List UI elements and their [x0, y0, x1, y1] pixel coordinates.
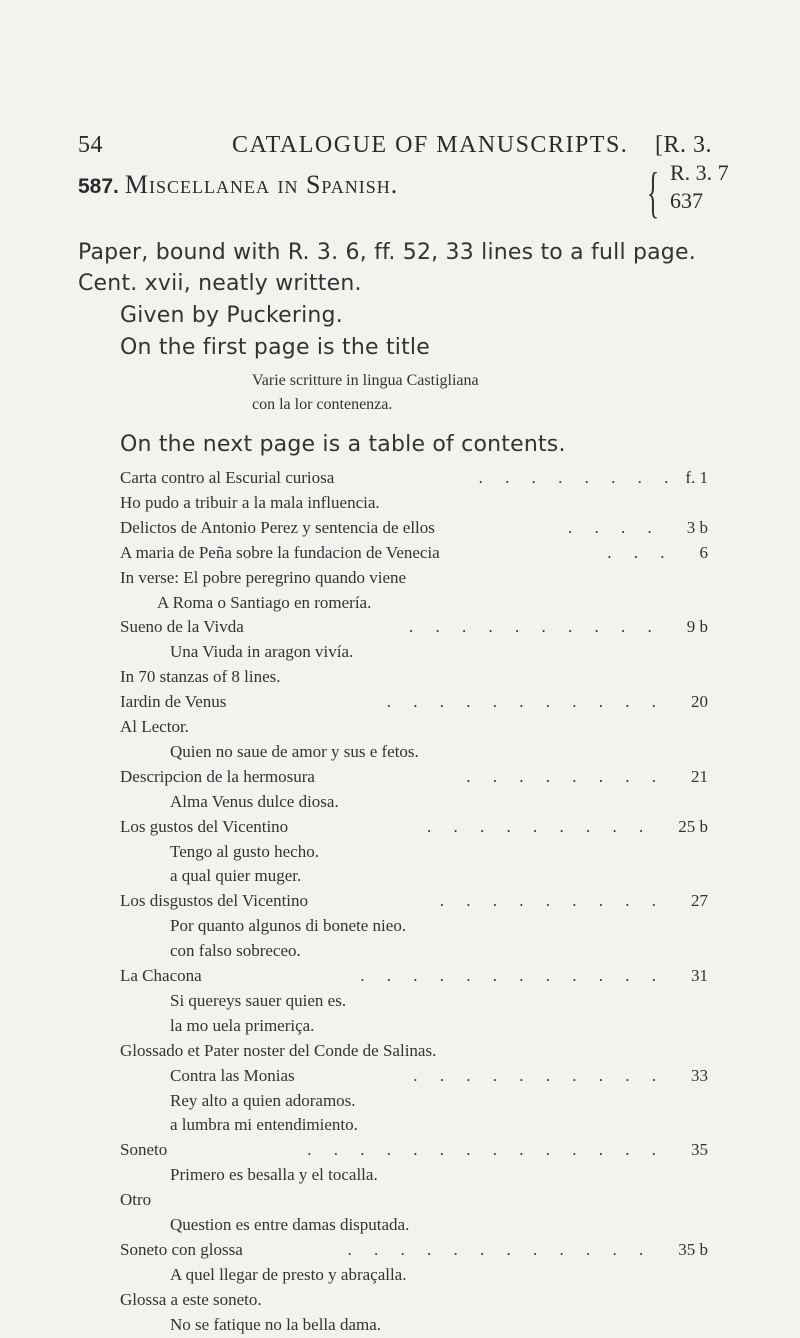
toc-entry — [120, 1041, 436, 1061]
toc-folio: 35 b — [678, 1240, 708, 1259]
toc-entry-text: Alma Venus dulce diosa. — [170, 792, 339, 811]
toc-entry — [170, 792, 339, 812]
toc-entry-text: Tengo al gusto hecho. — [170, 842, 319, 861]
toc-entry — [170, 941, 301, 961]
toc-entry — [120, 891, 308, 911]
toc-entry-text: Sueno de la Vivda — [120, 617, 244, 636]
toc-entry — [120, 468, 334, 488]
entry-number: 587. — [78, 175, 119, 198]
toc-entry — [120, 966, 202, 986]
toc-entry — [120, 667, 281, 687]
toc-entry — [120, 767, 315, 787]
toc-entry-text: Rey alto a quien adoramos. — [170, 1091, 356, 1110]
toc-entry — [157, 593, 371, 613]
toc-intro: On the next page is a table of contents. — [120, 432, 566, 457]
toc-entry-text: In 70 stanzas of 8 lines. — [120, 667, 281, 686]
toc-entry — [170, 991, 346, 1011]
toc-entry-text: Soneto — [120, 1140, 168, 1159]
toc-entry — [120, 568, 406, 588]
toc-entry-text: No se fatique no la bella dama. — [170, 1315, 382, 1334]
toc-entry-text: Question es entre damas disputada. — [170, 1215, 410, 1234]
toc-entry — [170, 1016, 314, 1036]
toc-leader-dots: . . . . . . . . . . . . — [360, 966, 665, 985]
description-line-3: Given by Puckering. — [120, 303, 343, 328]
toc-entry-text: In verse: El pobre peregrino quando viene — [120, 568, 407, 587]
toc-entry-text: Al Lector. — [120, 717, 189, 736]
toc-entry-text: Una Viuda in aragon vivía. — [170, 642, 354, 661]
pressmark-line-1: R. 3. 7 — [670, 160, 729, 185]
toc-entry-text: Otro — [120, 1190, 152, 1209]
description-line-4: On the first page is the title — [120, 335, 430, 360]
toc-leader-dots: . . . . . . . . . . . . . . — [307, 1140, 665, 1159]
brace-icon: { — [647, 162, 660, 224]
toc-entry — [120, 518, 435, 538]
toc-entry-text: Iardin de Venus — [120, 692, 227, 711]
shelf-reference: [R. 3. — [655, 132, 712, 158]
description-line-1: Paper, bound with R. 3. 6, ff. 52, 33 lines to a full page. — [78, 240, 696, 265]
toc-leader-dots: . . . . . . . . . — [439, 891, 665, 910]
toc-entry-text: Carta contro al Escurial curiosa — [120, 468, 335, 487]
toc-entry — [120, 1190, 151, 1210]
toc-entry — [170, 1091, 356, 1111]
toc-entry-text: Descripcion de la hermosura — [120, 767, 315, 786]
toc-entry-text: Glossa a este soneto. — [120, 1290, 262, 1309]
toc-leader-dots: . . . . . . . . . . — [413, 1066, 665, 1085]
toc-leader-dots: . . . . . . . . . — [427, 817, 653, 836]
toc-entry — [120, 1290, 262, 1310]
toc-entry — [170, 1115, 358, 1135]
toc-entry — [120, 493, 380, 513]
entry-title: Miscellanea in Spanish. — [124, 170, 399, 199]
toc-entry-text: Contra las Monias — [170, 1066, 295, 1085]
toc-entry — [170, 866, 301, 886]
toc-leader-dots: . . . — [607, 543, 674, 562]
toc-entry-text: Si quereys sauer quien es. — [170, 991, 347, 1010]
toc-entry-text: Ho pudo a tribuir a la mala influencia. — [120, 493, 380, 512]
toc-entry-text: con falso sobreceo. — [170, 941, 301, 960]
toc-entry — [120, 717, 189, 737]
description-line-2: Cent. xvii, neatly written. — [78, 271, 362, 296]
toc-entry — [120, 543, 440, 563]
toc-leader-dots: . . . . . . . . . . — [409, 617, 661, 636]
toc-entry-text: Delictos de Antonio Perez y sentencia de ellos — [120, 518, 435, 537]
toc-entry-text: la mo uela primeriça. — [170, 1016, 315, 1035]
title-quote-line-2: con la lor contenenza. — [252, 396, 393, 413]
toc-entry-text: Glossado et Pater noster del Conde de Salinas. — [120, 1041, 437, 1060]
toc-leader-dots: . . . . — [568, 518, 661, 537]
toc-entry — [120, 692, 226, 712]
toc-entry — [120, 1140, 167, 1160]
toc-folio: 27 — [691, 891, 708, 910]
toc-entry — [170, 1215, 409, 1235]
toc-leader-dots: . . . . . . . . — [466, 767, 665, 786]
toc-entry-text: Los gustos del Vicentino — [120, 817, 289, 836]
toc-entry — [170, 916, 406, 936]
toc-entry-text: a lumbra mi entendimiento. — [170, 1115, 358, 1134]
toc-leader-dots: . . . . . . . . . . . . — [347, 1240, 653, 1259]
page-number: 54 — [78, 132, 103, 158]
toc-folio: 35 — [691, 1140, 708, 1159]
toc-entry-text: Por quanto algunos di bonete nieo. — [170, 916, 407, 935]
toc-entry — [120, 817, 288, 837]
toc-leader-dots: . . . . . . . . — [478, 468, 678, 487]
toc-entry-text: Primero es besalla y el tocalla. — [170, 1165, 378, 1184]
toc-entry — [170, 1066, 295, 1086]
running-title: CATALOGUE OF MANUSCRIPTS. — [232, 132, 629, 158]
toc-folio: 21 — [691, 767, 708, 786]
toc-entry-text: a qual quier muger. — [170, 866, 302, 885]
toc-folio: 25 b — [678, 817, 708, 836]
toc-leader-dots: . . . . . . . . . . . — [386, 692, 665, 711]
toc-folio: 6 — [699, 543, 708, 562]
toc-entry-text: Los disgustos del Vicentino — [120, 891, 309, 910]
toc-folio: 31 — [691, 966, 708, 985]
toc-entry-text: Soneto con glossa — [120, 1240, 243, 1259]
pressmark-line-2: 637 — [670, 188, 703, 213]
toc-entry-text: La Chacona — [120, 966, 202, 985]
toc-folio: 33 — [691, 1066, 708, 1085]
toc-folio: f. 1 — [685, 468, 708, 487]
toc-entry — [170, 742, 419, 762]
title-quote-line-1: Varie scritture in lingua Castigliana — [252, 372, 479, 389]
toc-entry — [120, 1240, 243, 1260]
toc-entry — [170, 842, 319, 862]
entry-heading — [78, 170, 398, 200]
toc-entry — [170, 1165, 378, 1185]
toc-entry — [170, 642, 353, 662]
toc-entry-text: A Roma o Santiago en romería. — [157, 593, 372, 612]
toc-folio: 9 b — [686, 617, 708, 636]
toc-entry — [170, 1265, 406, 1285]
toc-folio: 3 b — [686, 518, 708, 537]
toc-entry — [170, 1315, 381, 1335]
toc-entry — [120, 617, 244, 637]
toc-entry-text: Quien no saue de amor y sus e fetos. — [170, 742, 419, 761]
toc-entry-text: A quel llegar de presto y abraçalla. — [170, 1265, 407, 1284]
toc-entry-text: A maria de Peña sobre la fundacion de Venecia — [120, 543, 440, 562]
toc-folio: 20 — [691, 692, 708, 711]
